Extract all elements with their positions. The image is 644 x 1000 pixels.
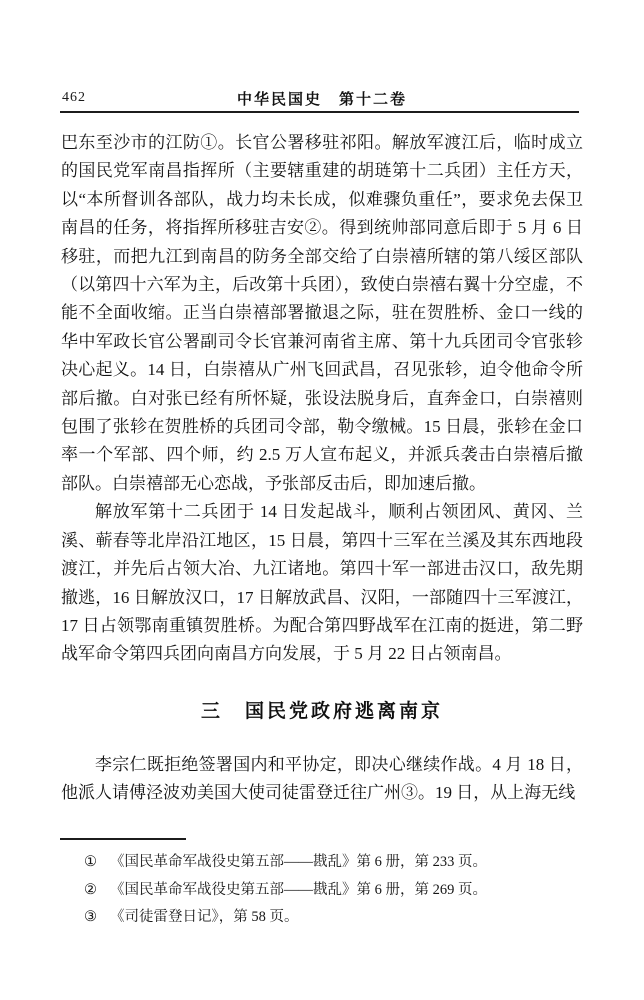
footnotes xyxy=(60,849,584,932)
page-header xyxy=(60,88,584,110)
body-paragraph-1: 巴东至沙市的江防①。长官公署移驻祁阳。解放军渡江后，临时成立的国民党军南昌指挥所（主要辖重建的胡琏第十二兵团）主任方天，以“本所督训各部队，战力均未长成，似难骤负重任”，要求免去保卫南昌的任务，将指挥所移驻吉安②。得到统帅部同意后即于 5 月 6 日移驻，而把九江到南昌的防务全部交给了白崇禧所辖的第八绥区部队（以第四十六军为主，后改第十兵团），致使白崇禧右翼十分空虚，不能不全面收缩。正当白崇禧部署撤退之际，驻在贺胜桥、金口一线的华中军政长官公署副司令长官兼河南省主席、第十九兵团司令官张轸决心起义。14 日，白崇禧从广州飞回武昌，召见张轸，迫令他命令所部后撤。白对张已经有所怀疑，张设法脱身后，直奔金口，白崇禧则包围了张轸在贺胜桥的兵团司令部，勒令缴械。15 日晨，张轸在金口率一个军部、四个师，约 2.5 万人宣布起义，并派兵袭击白崇禧后撤部队。白崇禧部无心恋战，予张部反击后，即加速后撤。 xyxy=(61,133,583,493)
footnote-item xyxy=(60,904,584,932)
footnote-marker: ③ xyxy=(84,909,97,925)
footnote-text: 《国民革命军战役史第五部——戡乱》第 6 册，第 269 页。 xyxy=(110,881,487,898)
running-title: 中华民国史 第十二卷 xyxy=(236,92,407,108)
header-rule xyxy=(60,111,579,113)
footnote-text: 《司徒雷登日记》，第 58 页。 xyxy=(110,909,299,925)
body-paragraph-2: 解放军第十二兵团于 14 日发起战斗，顺利占领团风、黄冈、兰溪、蕲春等北岸沿江地区，15 日晨，第四十三军在兰溪及其东西地段渡江，并先后占领大冶、九江诸地。第四十军一部进击汉口，敌先期撤逃，16 日解放汉口，17 日解放武昌、汉阳，一部随四十三军渡江，17 日占领鄂南重镇贺胜桥。为配合第四野战军在江南的挺进，第二野战军命令第四兵团向南昌方向发展，于 5 月 22 日占领南昌。 xyxy=(61,502,583,664)
footnote-marker: ① xyxy=(84,854,97,870)
body-text xyxy=(61,129,583,808)
footnote-divider xyxy=(60,838,186,840)
body-paragraph-3: 李宗仁既拒绝签署国内和平协定，即决心继续作战。4 月 18 日，他派人请傅泾波劝美国大使司徒雷登迁往广州③。19 日，从上海无线 xyxy=(61,754,583,803)
footnote-text: 《国民革命军战役史第五部——戡乱》第 6 册，第 233 页。 xyxy=(110,854,487,870)
footnote-item xyxy=(60,877,584,905)
footnote-marker: ② xyxy=(84,881,97,898)
footnote-item xyxy=(60,849,584,877)
page-number: 462 xyxy=(62,90,86,105)
section-heading: 三 国民党政府逃离南京 xyxy=(200,700,443,722)
